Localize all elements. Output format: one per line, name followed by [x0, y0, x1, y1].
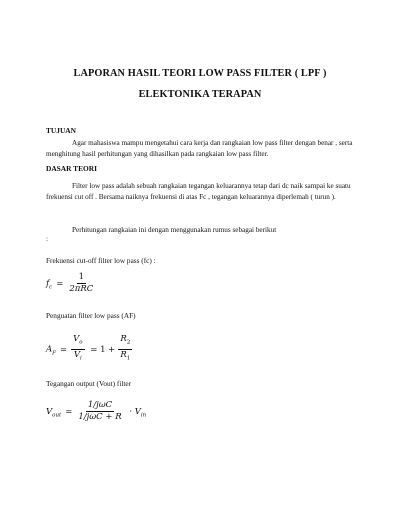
af-fraction-1	[71, 334, 84, 364]
vout-fraction	[76, 400, 123, 423]
fc-formula: $f_c$ = $\frac{1}{\text{2πRC}}$	[46, 272, 94, 294]
dasar-teori-paragraph-2: Perhitungan rangkaian ini dengan menggunakan rumus sebagai berikut	[72, 226, 277, 234]
af-numerator-2: $R_2$	[118, 334, 132, 350]
vout-lhs: V	[46, 407, 53, 417]
af-denominator-1: $V_i$	[73, 349, 82, 362]
tujuan-paragraph: Agar mahasiswa mampu mengetahui cara kerja dan rangkaian low pass filter dengan benar , serta menghitung hasil perhitungan yang dihasilkan pada rangkaian low pass filter.	[46, 139, 353, 158]
fc-numerator: 1	[78, 272, 85, 282]
section-heading-tujuan: TUJUAN	[46, 126, 76, 135]
vout-formula: $V_{out}$ = $\frac{\text{1/jωC}}{\text{1/jωC + R}}$ · $V_{in}$	[46, 400, 147, 422]
fc-denominator: 2πRC	[69, 284, 94, 294]
vout-lhs-sub: out	[52, 412, 62, 419]
af-numerator-1: $V_o$	[71, 334, 84, 350]
fc-lhs: f	[46, 279, 50, 289]
af-fraction-2	[118, 334, 132, 364]
af-lhs-sub: F	[52, 350, 56, 357]
af-lhs: A	[46, 344, 53, 355]
af-formula: $A_F$ = $\frac{V_o}{V_i}$ = 1 + $\frac{R_2}{R_1}$	[46, 334, 132, 364]
fc-label: Frekuensi cut-off filter low pass (fc) :	[46, 256, 156, 265]
document-subtitle: ELEKTONIKA TERAPAN	[138, 89, 262, 100]
vout-numerator: 1/jωC	[87, 400, 113, 410]
colon-mark: :	[46, 235, 48, 243]
vout-label: Tegangan output (Vout) filter	[46, 379, 132, 388]
vout-tail: · $V_{in}$	[129, 407, 147, 419]
fc-lhs-sub: c	[49, 284, 53, 291]
vout-denominator: 1/jωC + R	[78, 412, 122, 422]
document-title: LAPORAN HASIL TEORI LOW PASS FILTER ( LPF )	[73, 68, 327, 79]
section-heading-dasar-teori: DASAR TEORI	[46, 164, 97, 173]
af-label: Penguatan filter low pass (AF)	[46, 311, 136, 320]
af-middle: = 1 +	[90, 344, 116, 355]
dasar-teori-paragraph: Filter low pass adalah sebuah rangkaian tegangan keluarannya tetap dari dc naik sampai ke suatu frekuensi cut off . Bersama naiknya frekuensi di atas Fc , tegangan keluarannya diperlemah ( turun ).	[46, 182, 351, 201]
af-denominator-2: $R_1$	[120, 349, 131, 362]
fc-fraction	[67, 272, 95, 295]
